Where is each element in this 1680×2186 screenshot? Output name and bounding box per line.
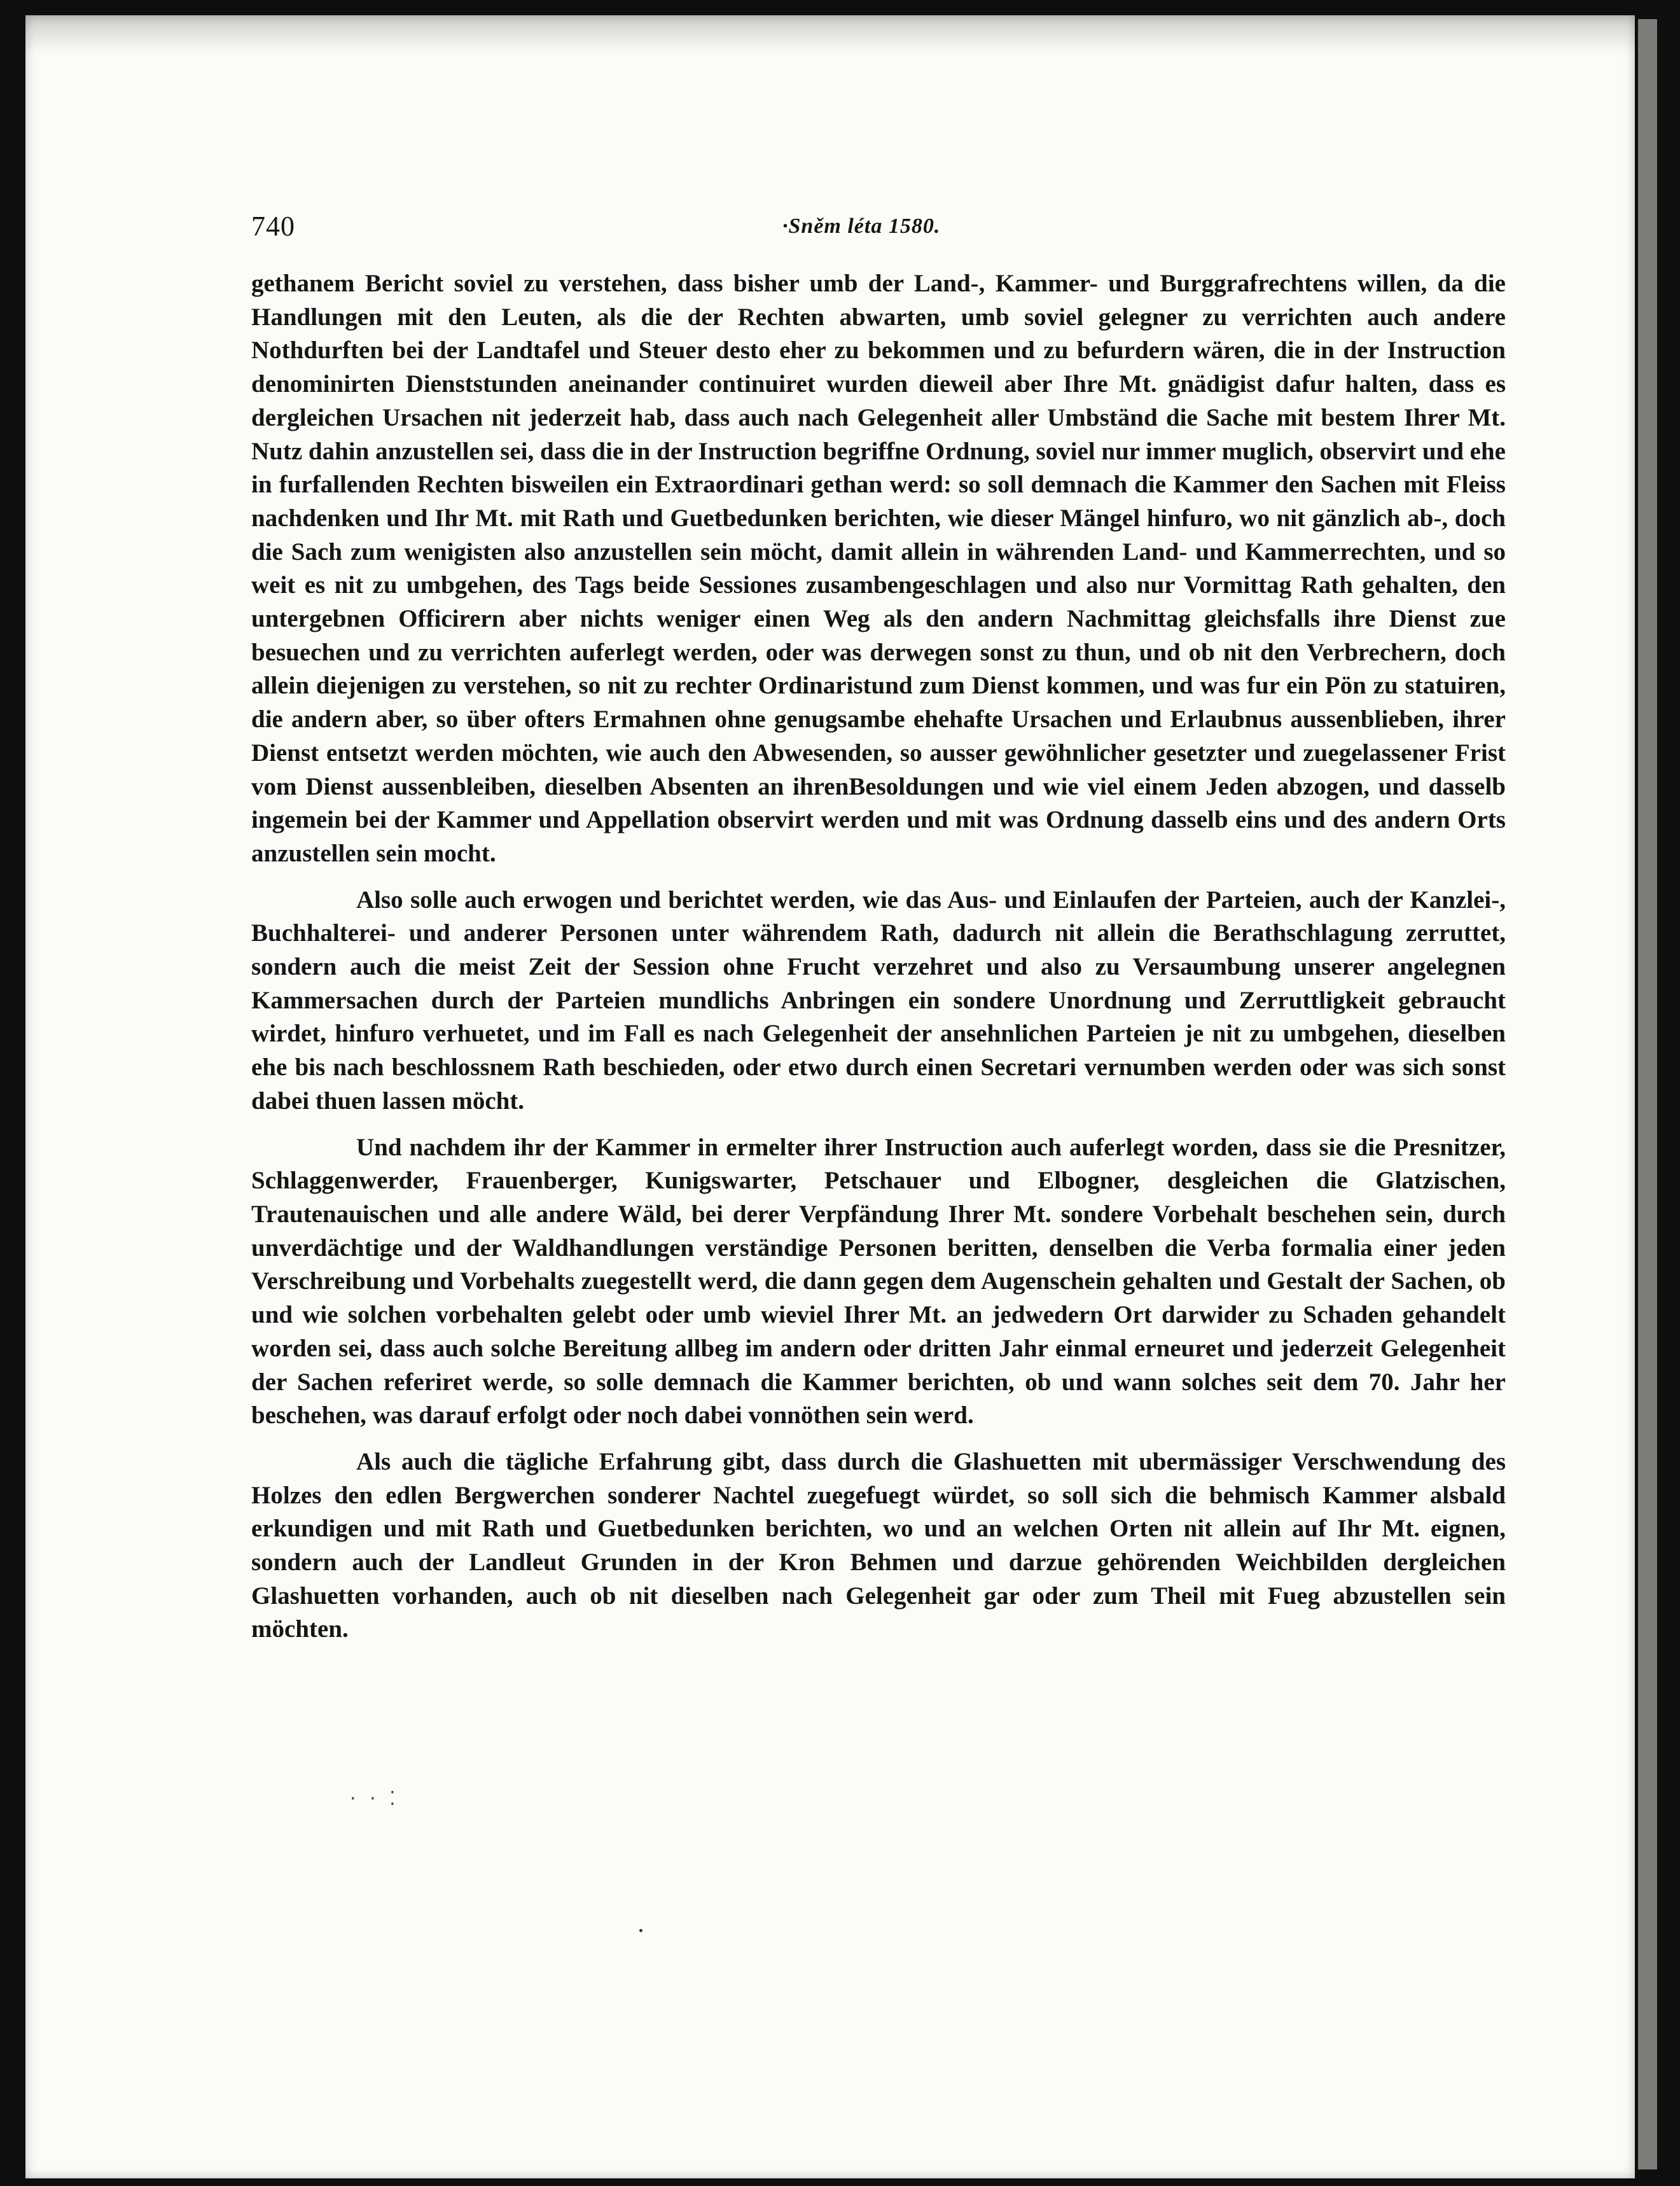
paragraph-parties: Also solle auch erwogen und berichtet werden, wie das Aus- und Einlaufen der Parteien, auch der Kanzlei-, Buchhalterei- und anderer Personen unter währendem Rath, dadurch nit allein die Berathschlagung zerruttet, sondern auch die meist Zeit der Session ohne Frucht verzehret und also zu Versaumbung unserer angelegnen Kammersachen durch der Parteien mundlichs Anbringen ein sondere Unordnung und Zerruttligkeit gebraucht wirdet, hinfuro verhuetet, und im Fall es nach Gelegenheit der ansehnlichen Parteien je nit zu umbgehen, dieselben ehe bis nach beschlossnem Rath beschieden, oder etwo durch einen Secretari vernumben werden oder was sich sonst dabei thuen lassen möcht. [251,886,1506,1115]
paragraph-continuation: gethanem Bericht soviel zu verstehen, dass bisher umb der Land-, Kammer- und Burggrafrechtens willen, da die Handlungen mit den Leuten, als die der Rechten abwarten, umb soviel gelegner zu verrichten auch andere Nothdurften bei der Landtafel und Steuer desto eher zu bekommen und zu befurdern wären, die in der Instruction denominirten Dienststunden aneinander continuiret wurden dieweil aber Ihre Mt. gnädigist dafur halten, dass es dergleichen Ursachen nit jederzeit hab, dass auch nach Gelegenheit aller Umbständ die Sache mit bestem Ihrer Mt. Nutz dahin anzustellen sei, dass die in der Instruction begriffne Ordnung, soviel nur immer muglich, observirt und ehe in furfallenden Rechten bisweilen ein Extraordinari gethan werd: so soll demnach die Kammer den Sachen mit Fleiss nachdenken und Ihr Mt. mit Rath und Guetbedunken berichten, wie dieser Mängel hinfuro, wo nit gänzlich ab-, doch die Sach zum wenigisten also anzustellen sein möcht, damit allein in währenden Land- und Kammerrechten, und so weit es nit zu umbgehen, des Tags beide Sessiones zusambengeschlagen und also nur Vormittag Rath gehalten, den untergebnen Officirern aber nichts weniger einen Weg als den andern Nachmittag gleichsfalls ihre Dienst zue besuechen und zu verrichten auferlegt werden, oder was derwegen sonst zu thun, und ob nit den Verbrechern, doch allein diejenigen zu verstehen, so nit zu rechter Ordinaristund zum Dienst kommen, und was fur ein Pön zu statuiren, die andern aber, so über ofters Ermahnen ohne genugsambe ehehafte Ursachen und Erlaubnus aussenblieben, ihrer Dienst entsetzt werden möchten, wie auch den Abwesenden, so ausser gewöhnlicher gesetzter und zuegelassener Frist vom Dienst aussenbleiben, dieselben Absenten an ihrenBesoldungen und wie viel einem Jeden abzogen, und dasselb ingemein bei der Kammer und Appellation observirt werden und mit was Ordnung dasselb eins und des andern Orts anzustellen sein mocht. [251,270,1506,867]
page-number: 740 [251,211,295,242]
adjacent-page-edge [1638,19,1657,2169]
running-title: ·Sněm léta 1580. [782,214,941,238]
paragraph-glassworks: Als auch die tägliche Erfahrung gibt, dass durch die Glashuetten mit ubermässiger Verschwendung des Holzes den edlen Bergwerchen sonderer Nachtel zuegefuegt würdet, so soll sich die behmisch Kammer alsbald erkundigen und mit Rath und Guetbedunken berichten, wo und an welchen Orten nit allein auf Ihr Mt. eignen, sondern auch der Landleut Grunden in der Kron Behmen und darzue gehörenden Weichbilden dergleichen Glashuetten vorhanden, auch ob nit dieselben nach Gelegenheit gar oder zum Theil mit Fueg abzustellen sein möchten. [251,1447,1506,1643]
scan-dust-speck [639,1929,642,1932]
page-header [251,210,1506,267]
page-top-shadow [25,15,1635,53]
page-content [251,210,1506,1646]
paragraph-forests: Und nachdem ihr der Kammer in ermelter ihrer Instruction auch auferlegt worden, dass sie die Presnitzer, Schlaggenwerder, Frauenberger, Kunigswarter, Petschauer und Elbogner, desgleichen die Glatzischen, Trautenauischen und alle andere Wäld, bei derer Verpfändung Ihrer Mt. sondere Vorbehalt beschehen sein, durch unverdächtige und der Waldhandlungen verständige Personen beritten, denselben die Verba formalia einer jeden Verschreibung und Vorbehalts zuegestellt werd, die dann gegen dem Augenschein gehalten und Gestalt der Sachen, ob und wie solchen vorbehalten gelebt oder umb wieviel Ihrer Mt. an jedwedern Ort darwider zu Schaden gehandelt worden sei, dass auch solche Bereitung allbeg im andern oder dritten Jahr einmal erneuret und jederzeit Gelegenheit der Sachen referiret werde, so solle demnach die Kammer berichten, ob und wann solches seit dem 70. Jahr her beschehen, was darauf erfolgt oder noch dabei vonnöthen sein werd. [251,1133,1506,1430]
scan-specks: · · ⁚ [350,1788,399,1810]
